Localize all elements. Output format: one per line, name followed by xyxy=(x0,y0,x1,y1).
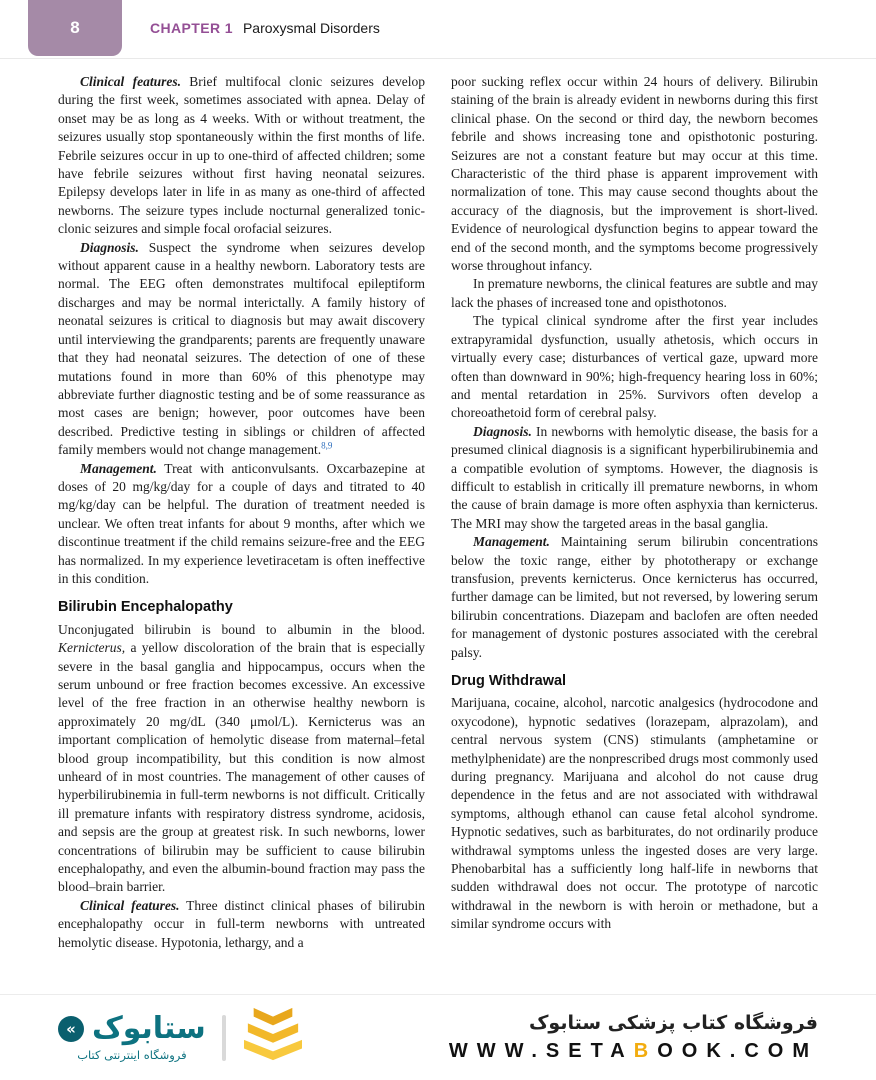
url-prefix: WWW.SETA xyxy=(448,1040,634,1062)
brand-group xyxy=(58,1006,304,1069)
text-run: Three distinct clinical phases of bilirubin encephalopathy occur in full-term newborns with untreated hemolytic disease. Hypotonia, lethargy, and a xyxy=(58,897,425,950)
brand-mark xyxy=(58,1013,206,1062)
column-left xyxy=(58,73,425,1003)
chapter-header xyxy=(150,0,380,56)
text-run: a yellow discoloration of the brain that is especially severe in the basal ganglia and hippocampus, occurs when the serum unbound or free fraction becomes excessive. An excessive level of the free fraction in an otherwise healthy newborn is approximately 20 mg/dL (340 μmol/L). Kernicterus was an important complication of hemolytic disease from maternal–fetal blood group incompatibility, but this condition is now almost unheard of in most countries. The management of other causes of hyperbilirubinemia in full-term newborns is not difficult. Critically ill premature infants with respiratory distress syndrome, acidosis, and sepsis are the group at greatest risk. In such newborns, lower concentrations of bilirubin may be sufficient to cause bilirubin encephalopathy, and even the albumin-bound fraction may pass the blood–brain barrier. xyxy=(58,640,425,895)
paragraph xyxy=(451,533,818,662)
page-number-tab xyxy=(28,0,122,56)
paragraph xyxy=(451,694,818,933)
text-run: Treat with anticonvulsants. Oxcarbazepine at doses of 20 mg/kg/day for a couple of days and titrated to 40 mg/kg/day can be helpful. The duration of treatment needed is unclear. We often treat infants for about 9 months, after which we discontinue treatment if the child remains seizure-free and the EEG has normalized. In my experience levetiracetam is often ineffective in this condition. xyxy=(58,460,425,586)
text-run: The typical clinical syndrome after the first year includes extrapyramidal dysfunction, usually athetosis, which occurs in virtually every case; disturbances of vertical gaze, upward more often than downward in 90%; high-frequency hearing loss in 60%; and mental retardation in 25%. Survivors often develop a choreoathetoid form of cerebral palsy. xyxy=(451,313,818,421)
text-run: Brief multifocal clonic seizures develop during the first week, sometimes associated with apnea. Delay of onset may be as long as 4 weeks. With or without treatment, the seizures usually stop spontaneously within the first months of life. Febrile seizures occur in up to one-third of affected children; some have febrile seizures without first having neonatal seizures. Epilepsy develops later in life in as many as one-third of affected newborns. The seizure types include nocturnal generalized tonic-clonic seizures and simple focal orofacial seizures. xyxy=(58,74,425,237)
brand-name: ستابوک xyxy=(92,1011,206,1047)
paragraph xyxy=(58,621,425,897)
paragraph xyxy=(451,312,818,422)
page-number: 8 xyxy=(70,18,80,37)
text-run: Diagnosis. xyxy=(80,239,139,255)
citation-reference[interactable]: 8,9 xyxy=(321,440,333,451)
brand-subtitle: فروشگاه اینترنتی کتاب xyxy=(77,1047,187,1062)
two-column-content xyxy=(0,59,876,1003)
chapter-title: Paroxysmal Disorders xyxy=(242,20,380,36)
paragraph xyxy=(58,460,425,589)
chevrons-left-icon: « xyxy=(58,1016,84,1042)
paragraph xyxy=(451,73,818,275)
paragraph xyxy=(451,423,818,533)
text-run: Management. xyxy=(80,460,157,476)
paragraph xyxy=(58,73,425,239)
text-run: Unconjugated bilirubin is bound to albumin in the blood. xyxy=(58,621,425,637)
paragraph xyxy=(58,239,425,460)
brand-row xyxy=(58,1013,206,1045)
stacked-chevrons-logo-icon xyxy=(242,1006,304,1069)
text-run: In newborns with hemolytic disease, the basis for a presumed clinical diagnosis is a significant hyperbilirubinemia and a compatible evolution of symptoms. However, the diagnosis is difficult to establish in critically ill premature newborns, in whom the cause of brain damage is more often asphyxia than kernicterus. The MRI may show the targeted areas in the basal ganglia. xyxy=(451,423,818,531)
text-run: Kernicterus, xyxy=(58,640,126,656)
url-suffix: OOK.COM xyxy=(657,1040,818,1062)
store-title: فروشگاه کتاب پزشکی ستابوک xyxy=(528,1012,818,1034)
paragraph xyxy=(58,897,425,952)
url-accent-letter: B xyxy=(633,1040,658,1062)
text-run: Diagnosis. xyxy=(473,423,532,439)
footer-right xyxy=(449,1012,818,1063)
page-header xyxy=(0,0,876,59)
text-run: poor sucking reflex occur within 24 hours of delivery. Bilirubin staining of the brain is already evident in newborns during this first clinical phase. On the second or third day, the newborn becomes febrile and shows increasing tone and opisthotonic posturing. Seizures are not a constant feature but may occur at this time. Characteristic of the third phase is apparent improvement with normalization of tone. This may cause second thoughts about the accuracy of the diagnosis, but the improvement is short-lived. Evidence of neurological dysfunction begins to appear toward the end of the second month, and the symptoms become progressively worse throughout infancy. xyxy=(451,74,818,274)
text-run: In premature newborns, the clinical features are subtle and may lack the phases of increased tone and opisthotonos. xyxy=(451,276,818,310)
text-run: Management. xyxy=(473,534,550,550)
text-run: Clinical features. xyxy=(80,897,180,913)
chapter-label: CHAPTER 1 xyxy=(150,20,233,36)
paragraph xyxy=(451,275,818,312)
footer-divider xyxy=(222,1015,226,1061)
text-run: Marijuana, cocaine, alcohol, narcotic analgesics (hydrocodone and oxycodone), hypnotic sedatives (lorazepam, alprazolam), and central nervous system (CNS) stimulants (amphetamine or methylphenidate) are the nonprescribed drugs most commonly used during pregnancy. Marijuana and alcohol do not cause drug dependence in the fetus and are not associated with withdrawal symptoms, although ethanol can cause fetal alcohol syndrome. Hypnotic sedatives, such as barbiturates, do not ordinarily produce withdrawal symptoms unless the ingested doses are very large. Phenobarbital has a sufficiently long half-life in newborns that sudden withdrawal does not occur. The prototype of narcotic withdrawal in the newborn is with heroin or methadone, but a similar syndrome occurs with xyxy=(451,695,818,932)
website-url xyxy=(449,1040,818,1063)
publisher-footer xyxy=(0,994,876,1080)
text-run: Maintaining serum bilirubin concentrations below the toxic range, either by phototherapy or exchange transfusion, prevents kernicterus. Once kernicterus has occurred, further damage can be limited, but not reversed, by lowering serum bilirubin concentrations. Diazepam and baclofen are often needed for management of dystonic postures associated with the cerebral palsy. xyxy=(451,534,818,660)
column-right xyxy=(451,73,818,1003)
text-run: Suspect the syndrome when seizures develop without apparent cause in a healthy newborn. Laboratory tests are normal. The EEG often demonstrates multifocal epileptiform discharges and may be normal interictally. A family history of neonatal seizures is critical to diagnosis but may await discovery until interviewing the grandparents; parents are frequently unaware that they had neonatal seizures. The detection of one of these mutations found in more than 60% of this phenotype may abbreviate further diagnostic testing and be of some reassurance as most cases are benign; however, poor outcomes have been described. Predictive testing in siblings or children of affected family members would not change management. xyxy=(58,239,425,458)
section-heading: Bilirubin Encephalopathy xyxy=(58,599,233,616)
text-run: Clinical features. xyxy=(80,74,181,89)
section-heading: Drug Withdrawal xyxy=(451,673,567,689)
